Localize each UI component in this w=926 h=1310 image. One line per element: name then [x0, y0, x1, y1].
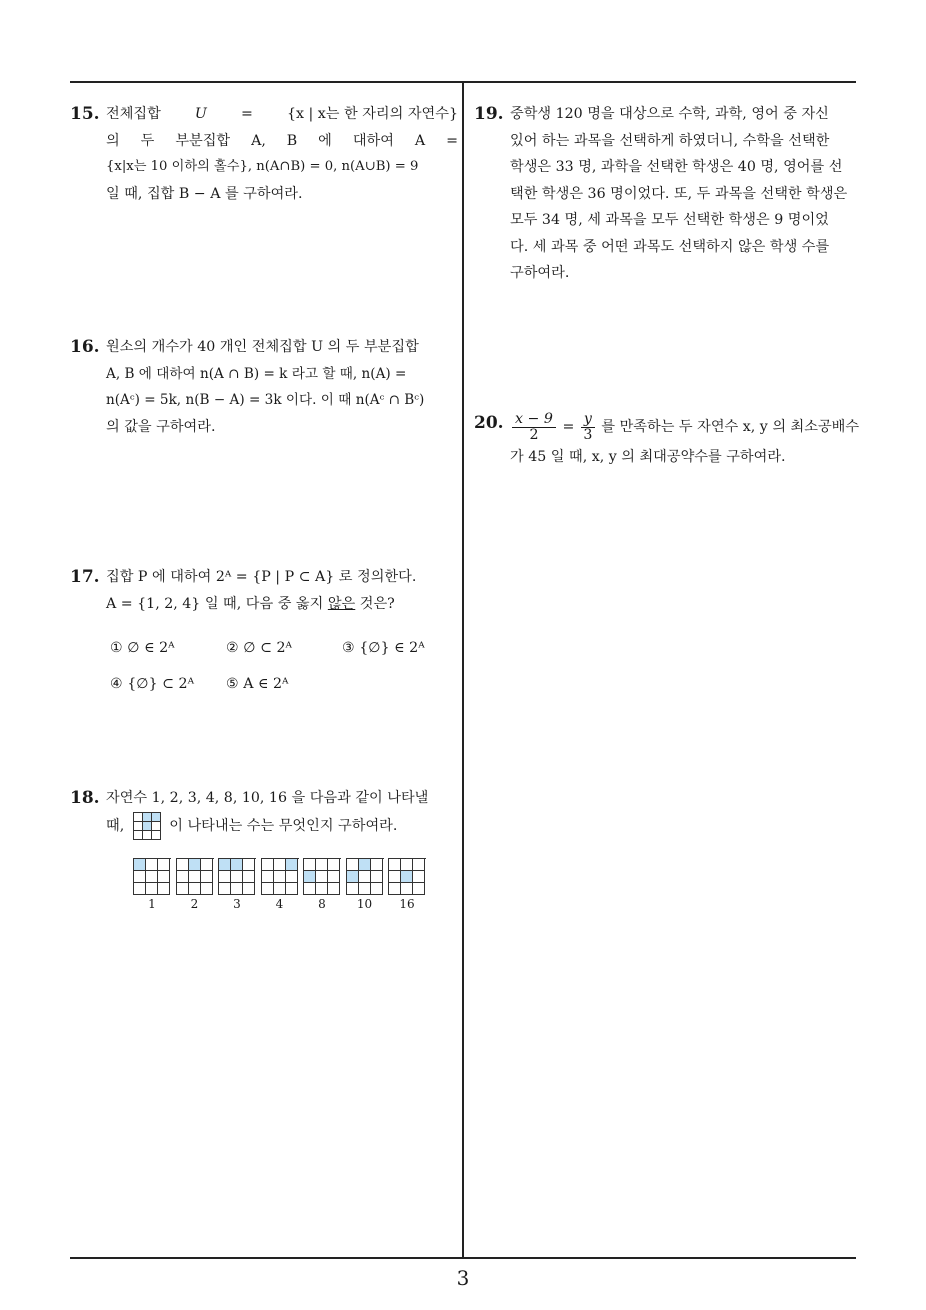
grid-cell — [347, 859, 359, 871]
question-number: 19. — [474, 104, 504, 124]
grid-label: 4 — [275, 897, 284, 911]
question-line: 원소의 개수가 40 개인 전체집합 U 의 두 부분집합 — [106, 339, 419, 355]
grid-cell — [134, 813, 143, 822]
grid-cell — [347, 871, 359, 883]
grid-figure — [388, 858, 426, 895]
grid-cell — [158, 859, 170, 871]
grid-cell — [143, 822, 152, 831]
grid-cell — [158, 871, 170, 883]
grid-cell — [389, 883, 401, 895]
grid-cell — [304, 871, 316, 883]
grid-cell — [274, 871, 286, 883]
grid-cell — [189, 859, 201, 871]
grid-figure — [346, 858, 384, 895]
number-grid — [176, 858, 214, 911]
grid-cell — [262, 871, 274, 883]
grid-cell — [389, 871, 401, 883]
grid-label: 1 — [148, 897, 156, 911]
grid-cell — [189, 871, 201, 883]
choice-3[interactable]: ③ {∅} ∈ 2ᴬ — [342, 640, 425, 656]
question-line: $\frac{x - 9}{2}$ = $\frac{y}{3}$ 를 만족하는 두 자연수 x, y 의 최소공배수 — [510, 410, 862, 444]
grid-cell — [152, 822, 161, 831]
grid-cell — [359, 871, 371, 883]
question-line: A = {1, 2, 4} 일 때, 다음 중 옳지 않은 것은? — [106, 595, 395, 612]
grid-cell — [231, 859, 243, 871]
grid-cell — [134, 871, 146, 883]
question-number: 18. — [70, 788, 100, 808]
grid-cell — [219, 871, 231, 883]
grid-cell — [328, 883, 340, 895]
grid-cell — [304, 859, 316, 871]
grid-cell — [143, 831, 152, 840]
question-line: 자연수 1, 2, 3, 4, 8, 10, 16 을 다음과 같이 나타낼 — [106, 790, 429, 806]
question-line: 집합 P 에 대하여 2ᴬ = {P | P ⊂ A} 로 정의한다. — [106, 569, 417, 585]
grid-cell — [177, 871, 189, 883]
grid-label: 8 — [318, 897, 326, 911]
grid-cell — [231, 871, 243, 883]
grid-figure — [303, 858, 341, 895]
question-line: 중학생 120 명을 대상으로 수학, 과학, 영어 중 자신 — [510, 106, 829, 122]
grid-cell — [401, 859, 413, 871]
grid-cell — [274, 859, 286, 871]
question-number: 20. — [474, 413, 504, 433]
answer-choices — [106, 635, 458, 715]
choice-2[interactable]: ② ∅ ⊂ 2ᴬ — [226, 640, 292, 656]
number-grid — [388, 858, 426, 911]
choice-5[interactable]: ⑤ A ∈ 2ᴬ — [226, 676, 289, 692]
question-line: 다. 세 과목 중 어떤 과목도 선택하지 않은 학생 수를 — [510, 238, 830, 255]
grid-cell — [328, 859, 340, 871]
grid-cell — [316, 859, 328, 871]
column-divider — [462, 82, 464, 1258]
grid-cell — [146, 859, 158, 871]
grid-cell — [177, 859, 189, 871]
question-line: A, B 에 대하여 n(A ∩ B) = k 라고 할 때, n(A) = — [106, 365, 407, 382]
question-number: 16. — [70, 337, 100, 357]
grid-cell — [219, 883, 231, 895]
grid-cell — [201, 871, 213, 883]
grid-cell — [359, 883, 371, 895]
grid-cell — [286, 859, 298, 871]
bottom-rule — [70, 1257, 856, 1259]
grid-cell — [286, 883, 298, 895]
number-grid — [218, 858, 256, 911]
question-17 — [70, 564, 458, 715]
grid-cell — [316, 871, 328, 883]
number-grid — [346, 858, 384, 911]
question-grid-figure — [133, 812, 161, 840]
number-grid — [133, 858, 171, 911]
question-15 — [70, 101, 458, 207]
choice-1[interactable]: ① ∅ ∈ 2ᴬ — [110, 640, 175, 656]
grid-cell — [243, 871, 255, 883]
grid-cell — [152, 831, 161, 840]
fraction-x: $\frac{x - 9}{2}$ — [512, 412, 556, 443]
question-line: 택한 학생은 36 명이었다. 또, 두 과목을 선택한 학생은 — [510, 185, 848, 202]
grid-cell — [371, 871, 383, 883]
grid-cell — [231, 883, 243, 895]
question-line: 있어 하는 과목을 선택하게 하였더니, 수학을 선택한 — [510, 132, 830, 149]
grid-figure — [261, 858, 299, 895]
question-number: 17. — [70, 567, 100, 587]
grid-cell — [146, 871, 158, 883]
question-line: 전체집합 U = {x | x는 한 자리의 자연수} — [106, 106, 458, 122]
underlined-word: 않은 — [327, 595, 356, 612]
grid-label: 16 — [399, 897, 415, 911]
question-line: 구하여라. — [510, 265, 570, 281]
question-line: 의 값을 구하여라. — [106, 418, 216, 435]
question-16 — [70, 334, 458, 440]
grid-cell — [347, 883, 359, 895]
grid-cell — [134, 883, 146, 895]
page-number: 3 — [456, 1266, 470, 1290]
grid-cell — [158, 883, 170, 895]
question-line: n(Aᶜ) = 5k, n(B − A) = 3k 이다. 이 때 n(Aᶜ ∩ Bᶜ) — [106, 392, 425, 408]
grid-cell — [413, 871, 425, 883]
grid-label: 10 — [356, 897, 373, 911]
grid-cell — [401, 871, 413, 883]
grid-cell — [134, 859, 146, 871]
grid-cell — [189, 883, 201, 895]
question-18 — [70, 785, 458, 840]
grid-figure — [133, 858, 171, 895]
question-number: 15. — [70, 104, 100, 124]
question-line: 모두 34 명, 세 과목을 모두 선택한 학생은 9 명이었 — [510, 212, 829, 228]
grid-cell — [219, 859, 231, 871]
grid-cell — [262, 859, 274, 871]
question-line: 때, 이 나타내는 수는 무엇인지 구하여라. — [106, 812, 458, 840]
grid-cell — [143, 813, 152, 822]
grid-cell — [401, 883, 413, 895]
grid-cell — [177, 883, 189, 895]
fraction-y: $\frac{y}{3}$ — [581, 412, 595, 443]
grid-cell — [328, 871, 340, 883]
question-line: 가 45 일 때, x, y 의 최대공약수를 구하여라. — [510, 449, 786, 465]
grid-figure — [176, 858, 214, 895]
grid-cell — [146, 883, 158, 895]
grid-cell — [413, 883, 425, 895]
grid-cell — [201, 883, 213, 895]
grid-cell — [134, 822, 143, 831]
grid-cell — [316, 883, 328, 895]
grid-cell — [371, 859, 383, 871]
question-20 — [474, 410, 862, 471]
grid-cell — [359, 859, 371, 871]
grid-cell — [304, 883, 316, 895]
grid-cell — [201, 859, 213, 871]
grid-cell — [243, 883, 255, 895]
choice-4[interactable]: ④ {∅} ⊂ 2ᴬ — [110, 676, 195, 692]
grid-cell — [274, 883, 286, 895]
grid-cell — [243, 859, 255, 871]
question-line: 일 때, 집합 B − A 를 구하여라. — [106, 185, 303, 202]
grid-label: 2 — [190, 897, 199, 911]
grid-cell — [262, 883, 274, 895]
grid-cell — [371, 883, 383, 895]
grid-cell — [389, 859, 401, 871]
question-line: 의 두 부분집합 A, B 에 대하여 A = — [106, 132, 458, 149]
question-19 — [474, 101, 862, 287]
grid-label: 3 — [233, 897, 241, 911]
grid-cell — [134, 831, 143, 840]
number-grid — [261, 858, 299, 911]
grid-cell — [152, 813, 161, 822]
question-line: {x|x는 10 이하의 홀수}, n(A∩B) = 0, n(A∪B) = 9 — [106, 159, 419, 174]
question-line: 학생은 33 명, 과학을 선택한 학생은 40 명, 영어를 선 — [510, 159, 843, 175]
grid-figure — [218, 858, 256, 895]
grid-cell — [413, 859, 425, 871]
grid-cell — [286, 871, 298, 883]
number-grid — [303, 858, 341, 911]
